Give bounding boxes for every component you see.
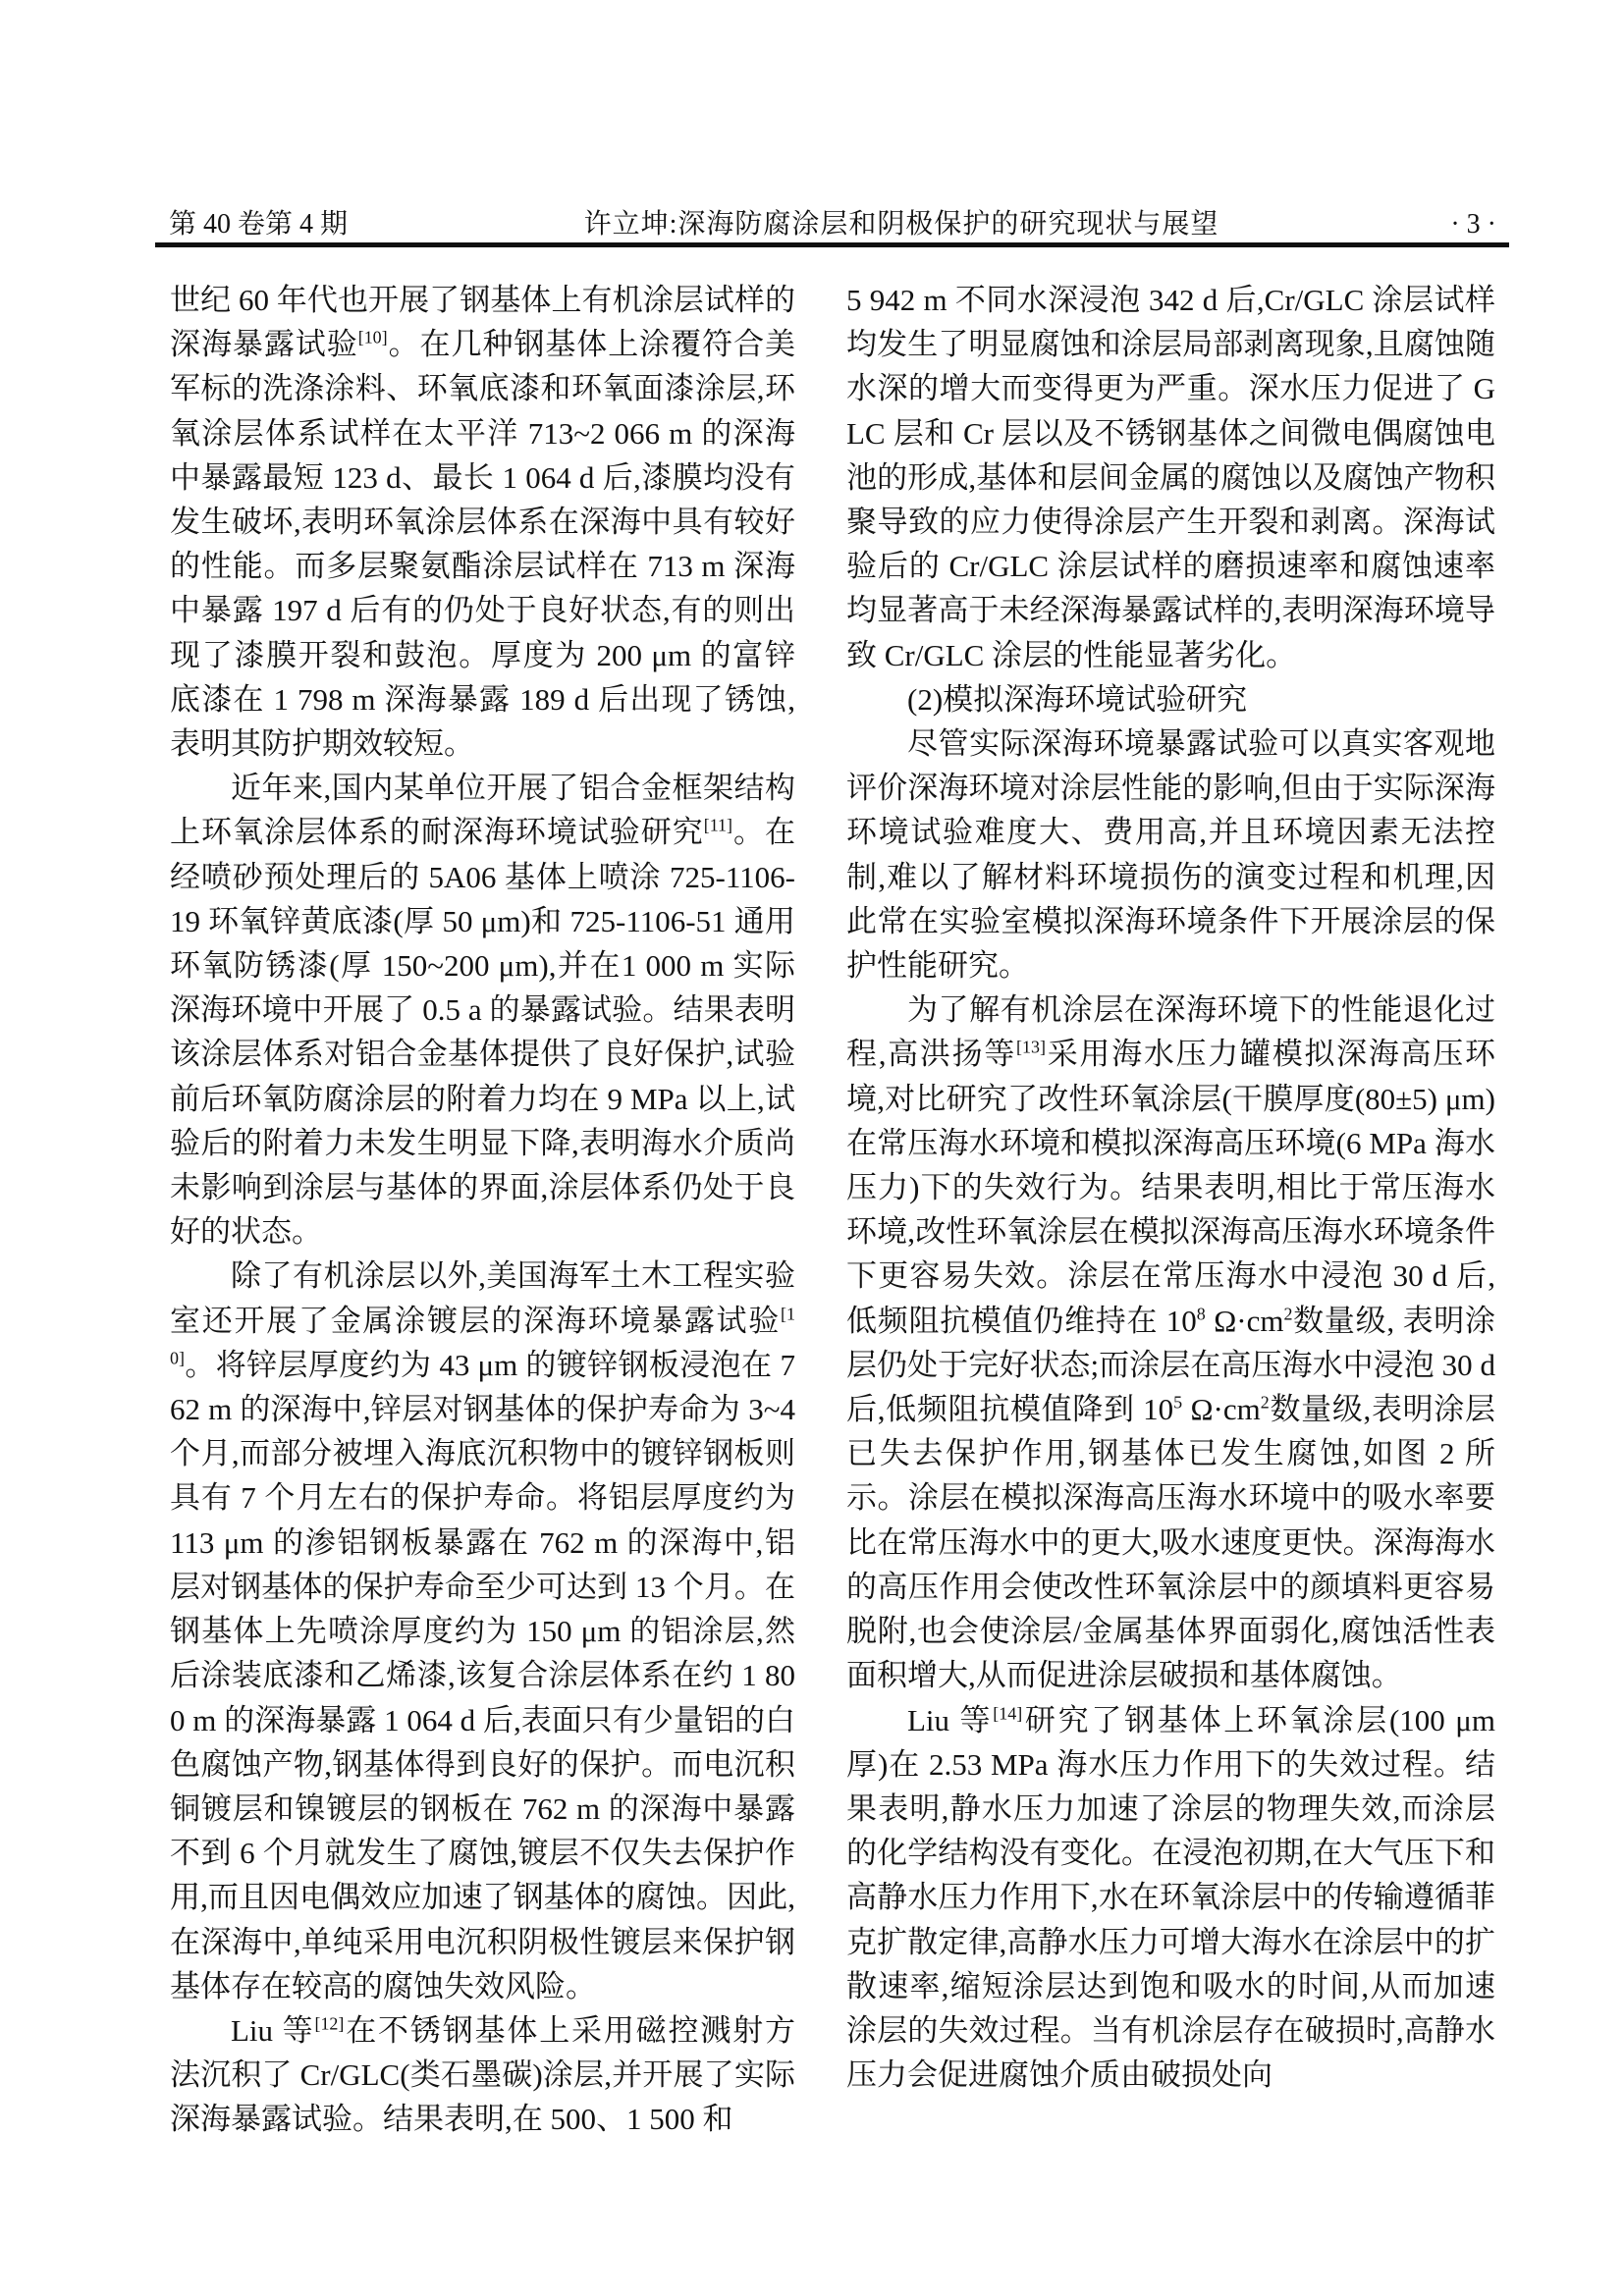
column-right bbox=[846, 278, 1495, 2097]
section-heading-simulated-deep-sea: (2)模拟深海环境试验研究 bbox=[907, 681, 1248, 717]
header-rule bbox=[155, 242, 1509, 247]
paragraph-right-1: 5 942 m 不同水深浸泡 342 d 后,Cr/GLC 涂层试样均发生了明显腐蚀和涂层局部剥离现象,且腐蚀随水深的增大而变得更为严重。深水压力促进了 GLC 层和 Cr 层以及不锈钢基体之间微电偶腐蚀电池的形成,基体和层间金属的腐蚀以及腐蚀产物积聚导致的应力使得涂层产生开裂和剥离。深海试验后的 Cr/GLC 涂层试样的磨损速率和腐蚀速率均显著高于未经深海暴露试样的,表明深海环境导致 Cr/GLC 涂层的性能显著劣化。 bbox=[846, 283, 1495, 672]
paragraph-right-4: 为了解有机涂层在深海环境下的性能退化过程,高洪扬等[13]采用海水压力罐模拟深海高压环境,对比研究了改性环氧涂层(干膜厚度(80±5) μm)在常压海水环境和模拟深海高压环境(6 MPa 海水压力)下的失效行为。结果表明,相比于常压海水环境,改性环氧涂层在模拟深海高压海水环境条件下更容易失效。涂层在常压海水中浸泡 30 d 后,低频阻抗模值仍维持在 $10^8$ $\Omega\cdot cm^2$数量级, 表明涂层仍处于完好状态;而涂层在高压海水中浸泡 30 d 后,低频阻抗模值降到 $10^5$ $\Omega\cdot cm^2$数量级,表明涂层已失去保护作用,钢基体已发生腐蚀,如图 2 所示。涂层在模拟深海高压海水环境中的吸水率要比在常压海水中的更大,吸水速度更快。深海海水的高压作用会使改性环氧涂层中的颜填料更容易脱附,也会使涂层/金属基体界面弱化,腐蚀活性表面积增大,从而促进涂层破损和基体腐蚀。 bbox=[846, 992, 1496, 1693]
volume-issue: 第 40 卷第 4 期 bbox=[169, 209, 349, 240]
paragraph-left-4: Liu 等[12]在不锈钢基体上采用磁控溅射方法沉积了 Cr/GLC(类石墨碳)涂层,并开展了实际深海暴露试验。结果表明,在 500、1 500 和 bbox=[170, 2012, 795, 2137]
paragraph-left-1: 世纪 60 年代也开展了钢基体上有机涂层试样的深海暴露试验[10]。在几种钢基体上涂覆符合美军标的洗涤涂料、环氧底漆和环氧面漆涂层,环氧涂层体系试样在太平洋 713~2 066 m 的深海中暴露最短 123 d、最长 1 064 d 后,漆膜均没有发生破坏,表明环氧涂层体系在深海中具有较好的性能。而多层聚氨酯涂层试样在 713 m 深海中暴露 197 d 后有的仍处于良好状态,有的则出现了漆膜开裂和鼓泡。厚度为 200 μm 的富锌底漆在 1 798 m 深海暴露 189 d 后出现了锈蚀,表明其防护期效较短。 bbox=[170, 283, 796, 762]
paragraph-right-5: Liu 等[14]研究了钢基体上环氧涂层(100 μm 厚)在 2.53 MPa 海水压力作用下的失效过程。结果表明,静水压力加速了涂层的物理失效,而涂层的化学结构没有变化。在浸泡初期,在大气压下和高静水压力作用下,水在环氧涂层中的传输遵循菲克扩散定律,高静水压力可增大海水在涂层中的扩散速率,缩短涂层达到饱和吸水的时间,从而加速涂层的失效过程。当有机涂层存在破损时,高静水压力会促进腐蚀介质由破损处向 bbox=[846, 1702, 1495, 2093]
paragraph-left-2: 近年来,国内某单位开展了铝合金框架结构上环氧涂层体系的耐深海环境试验研究[11]。在经喷砂预处理后的 5A06 基体上喷涂 725-1106-19 环氧锌黄底漆(厚 50 μm)和 725-1106-51 通用环氧防锈漆(厚 150~200 μm),并在1 000 m 实际深海环境中开展了 0.5 a 的暴露试验。结果表明该涂层体系对铝合金基体提供了良好保护,试验前后环氧防腐涂层的附着力均在 9 MPa 以上,试验后的附着力未发生明显下降,表明海水介质尚未影响到涂层与基体的界面,涂层体系仍处于良好的状态。 bbox=[170, 771, 796, 1250]
paragraph-right-3: 尽管实际深海环境暴露试验可以真实客观地评价深海环境对涂层性能的影响,但由于实际深海环境试验难度大、费用高,并且环境因素无法控制,难以了解材料环境损伤的演变过程和机理,因此常在实验室模拟深海环境条件下开展涂层的保护性能研究。 bbox=[846, 726, 1495, 984]
page-header bbox=[169, 208, 1496, 241]
page-number: · 3 · bbox=[1450, 209, 1496, 240]
column-left bbox=[170, 278, 795, 2142]
running-title: 许立坤:深海防腐涂层和阴极保护的研究现状与展望 bbox=[583, 209, 1219, 240]
paragraph-left-3: 除了有机涂层以外,美国海军土木工程实验室还开展了金属涂镀层的深海环境暴露试验[10]。将锌层厚度约为 43 μm 的镀锌钢板浸泡在 762 m 的深海中,锌层对钢基体的保护寿命为 3~4 个月,而部分被埋入海底沉积物中的镀锌钢板则具有 7 个月左右的保护寿命。将铝层厚度约为 113 μm 的渗铝钢板暴露在 762 m 的深海中,铝层对钢基体的保护寿命至少可达到 13 个月。在钢基体上先喷涂厚度约为 150 μm 的铝涂层,然后涂装底漆和乙烯漆,该复合涂层体系在约 1 800 m 的深海暴露 1 064 d 后,表面只有少量铝的白色腐蚀产物,钢基体得到良好的保护。而电沉积铜镀层和镍镀层的钢板在 762 m 的深海中暴露不到 6 个月就发生了腐蚀,镀层不仅失去保护作用,而且因电偶效应加速了钢基体的腐蚀。因此,在深海中,单纯采用电沉积阴极性镀层来保护钢基体存在较高的腐蚀失效风险。 bbox=[170, 1258, 795, 2003]
